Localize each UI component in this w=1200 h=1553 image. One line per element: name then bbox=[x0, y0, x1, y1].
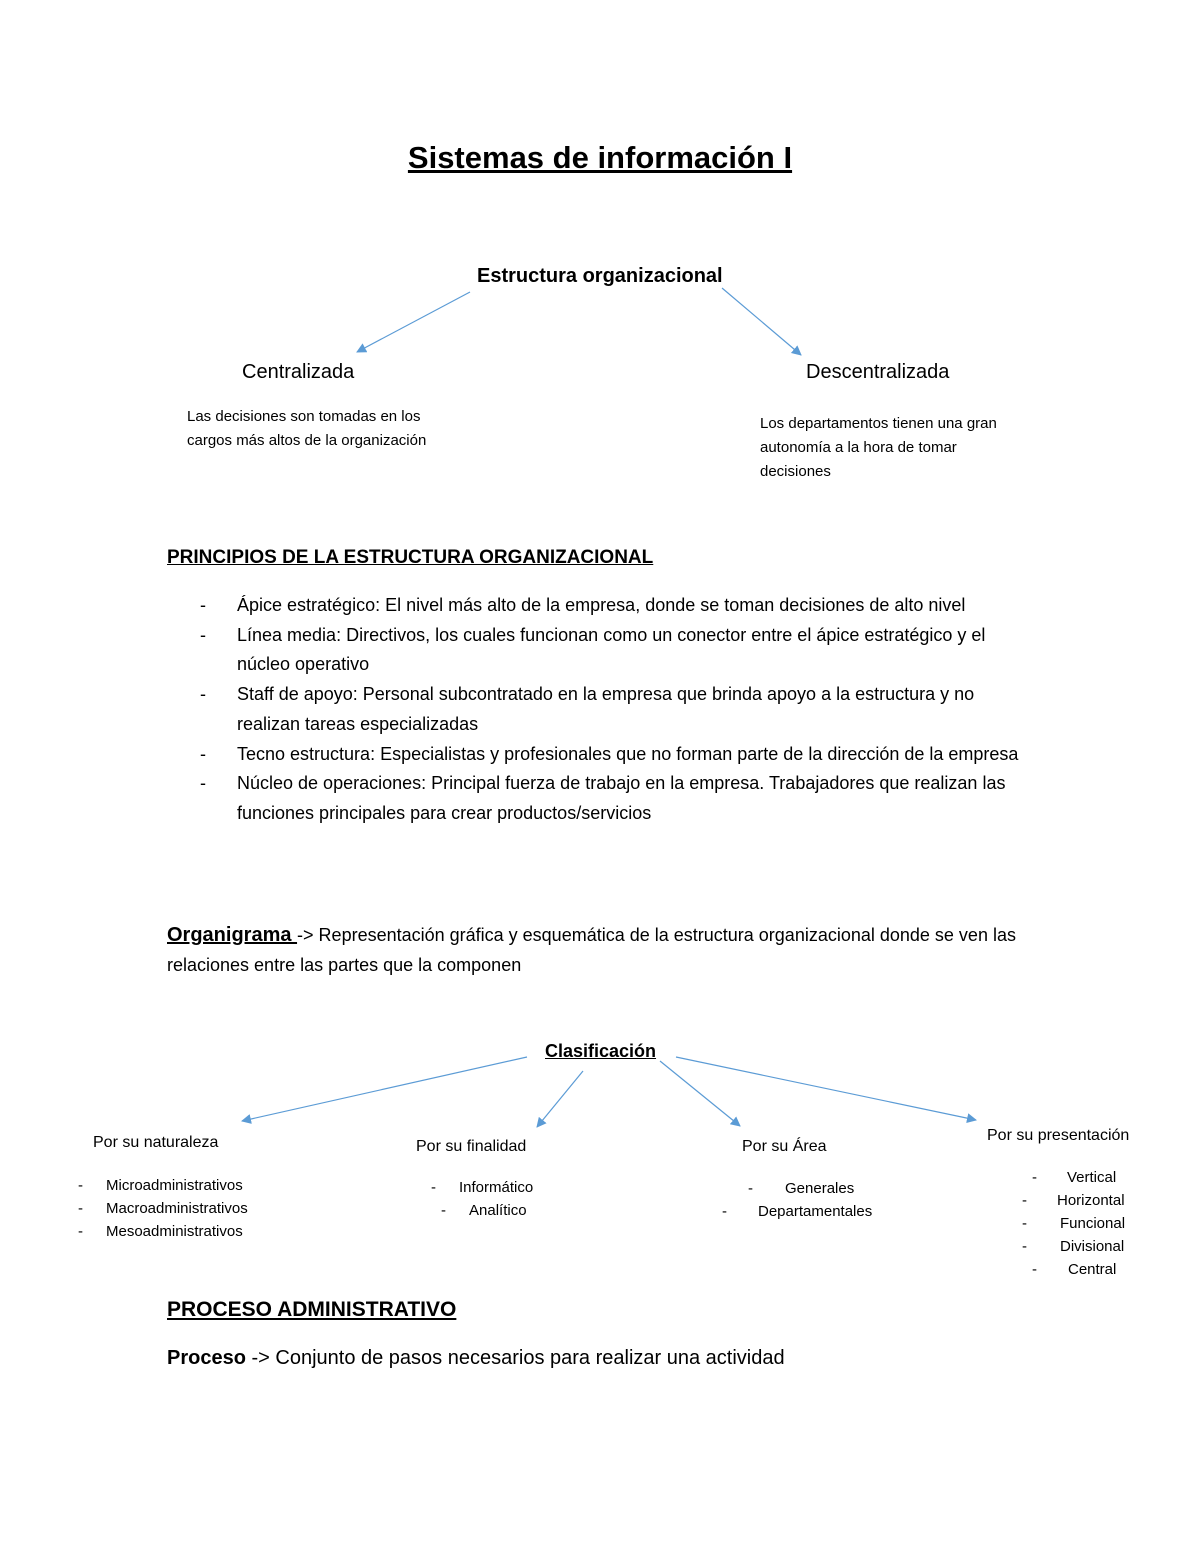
list-item bbox=[200, 769, 1040, 828]
dash-bullet: - bbox=[78, 1177, 83, 1194]
dash-bullet: - bbox=[1032, 1169, 1037, 1186]
item-text: Departamentales bbox=[758, 1203, 873, 1220]
dash-bullet: - bbox=[200, 684, 206, 705]
dash-bullet: - bbox=[1022, 1192, 1027, 1209]
category-naturaleza: Por su naturaleza bbox=[93, 1134, 219, 1151]
node-centralizada: Centralizada bbox=[242, 361, 355, 383]
list-item bbox=[1022, 1258, 1125, 1281]
category-finalidad: Por su finalidad bbox=[416, 1138, 527, 1155]
page-title: Sistemas de información I bbox=[407, 140, 793, 175]
list-item bbox=[200, 740, 1040, 770]
list-item bbox=[1022, 1189, 1125, 1212]
finalidad-list bbox=[431, 1176, 533, 1222]
naturaleza-list bbox=[78, 1174, 248, 1243]
item-text: Informático bbox=[459, 1179, 534, 1196]
dash-bullet: - bbox=[722, 1203, 727, 1220]
dash-bullet: - bbox=[431, 1179, 436, 1196]
item-text: Funcional bbox=[1060, 1215, 1126, 1232]
item-text: Vertical bbox=[1067, 1169, 1117, 1186]
item-text: Generales bbox=[785, 1180, 855, 1197]
descentralizada-description: Los departamentos tienen una gran autonomía a la hora de tomar decisiones bbox=[760, 415, 997, 480]
dash-bullet: - bbox=[1032, 1261, 1037, 1278]
dash-bullet: - bbox=[78, 1200, 83, 1217]
principle-text: Staff de apoyo: Personal subcontratado en la empresa que brinda apoyo a la estructura y no realizan tareas especializadas bbox=[237, 684, 975, 734]
classification-root: Clasificación bbox=[545, 1041, 657, 1061]
centralizada-description: Las decisiones son tomadas en los cargos más altos de la organización bbox=[187, 408, 427, 449]
list-item bbox=[78, 1174, 248, 1197]
dash-bullet: - bbox=[78, 1223, 83, 1240]
item-text: Horizontal bbox=[1057, 1192, 1125, 1209]
list-item bbox=[78, 1220, 248, 1243]
arrow-to-finalidad bbox=[537, 1071, 583, 1127]
dash-bullet: - bbox=[200, 595, 206, 615]
arrow-to-naturaleza bbox=[242, 1057, 527, 1121]
dash-bullet: - bbox=[1022, 1215, 1027, 1232]
organigrama-definition: -> Representación gráfica y esquemática de la estructura organizacional donde se ven las relaciones entre las partes que la componen bbox=[167, 925, 1016, 975]
proceso-term: Proceso bbox=[167, 1347, 246, 1369]
principle-text: Ápice estratégico: El nivel más alto de la empresa, donde se toman decisiones de alto nivel bbox=[237, 595, 966, 615]
list-item bbox=[200, 591, 1040, 621]
organigrama-paragraph bbox=[167, 921, 1027, 980]
area-list bbox=[722, 1177, 873, 1223]
item-text: Microadministrativos bbox=[106, 1177, 243, 1194]
proceso-definition: -> Conjunto de pasos necesarios para realizar una actividad bbox=[245, 1347, 785, 1369]
category-area: Por su Área bbox=[742, 1138, 827, 1155]
principle-text: Línea media: Directivos, los cuales funcionan como un conector entre el ápice estratégico y el núcleo operativo bbox=[237, 624, 986, 675]
dash-bullet: - bbox=[200, 624, 206, 645]
list-item bbox=[1022, 1212, 1125, 1235]
dash-bullet: - bbox=[200, 773, 206, 794]
item-text: Macroadministrativos bbox=[106, 1200, 248, 1217]
arrow-to-centralizada bbox=[357, 292, 470, 352]
list-item bbox=[200, 621, 1040, 680]
item-text: Central bbox=[1068, 1261, 1117, 1278]
item-text: Analítico bbox=[469, 1202, 527, 1219]
list-item bbox=[1022, 1235, 1125, 1258]
dash-bullet: - bbox=[200, 743, 206, 764]
organigrama-term: Organigrama bbox=[167, 924, 298, 946]
principles-list bbox=[200, 591, 1040, 829]
list-item bbox=[431, 1199, 533, 1222]
principle-text: Tecno estructura: Especialistas y profesionales que no forman parte de la dirección de la empresa bbox=[237, 743, 1019, 764]
principle-text: Núcleo de operaciones: Principal fuerza de trabajo en la empresa. Trabajadores que realizan las funciones principales para crear productos/servicios bbox=[237, 773, 1006, 823]
proceso-heading: PROCESO ADMINISTRATIVO bbox=[167, 1298, 457, 1321]
dash-bullet: - bbox=[748, 1180, 753, 1197]
list-item bbox=[431, 1176, 533, 1199]
arrow-to-descentralizada bbox=[722, 288, 801, 355]
arrow-to-area bbox=[660, 1061, 740, 1126]
presentacion-list bbox=[1022, 1166, 1125, 1281]
list-item bbox=[78, 1197, 248, 1220]
proceso-paragraph bbox=[167, 1347, 785, 1370]
list-item bbox=[1022, 1166, 1125, 1189]
category-presentacion: Por su presentación bbox=[987, 1127, 1130, 1144]
dash-bullet: - bbox=[1022, 1238, 1027, 1255]
list-item bbox=[722, 1200, 872, 1223]
item-text: Divisional bbox=[1060, 1238, 1125, 1255]
structure-root: Estructura organizacional bbox=[477, 265, 723, 287]
item-text: Mesoadministrativos bbox=[106, 1223, 243, 1240]
node-descentralizada: Descentralizada bbox=[806, 361, 950, 383]
list-item bbox=[748, 1177, 872, 1200]
list-item bbox=[200, 680, 1040, 739]
dash-bullet: - bbox=[441, 1202, 446, 1219]
principles-heading: PRINCIPIOS DE LA ESTRUCTURA ORGANIZACIONAL bbox=[167, 547, 654, 568]
